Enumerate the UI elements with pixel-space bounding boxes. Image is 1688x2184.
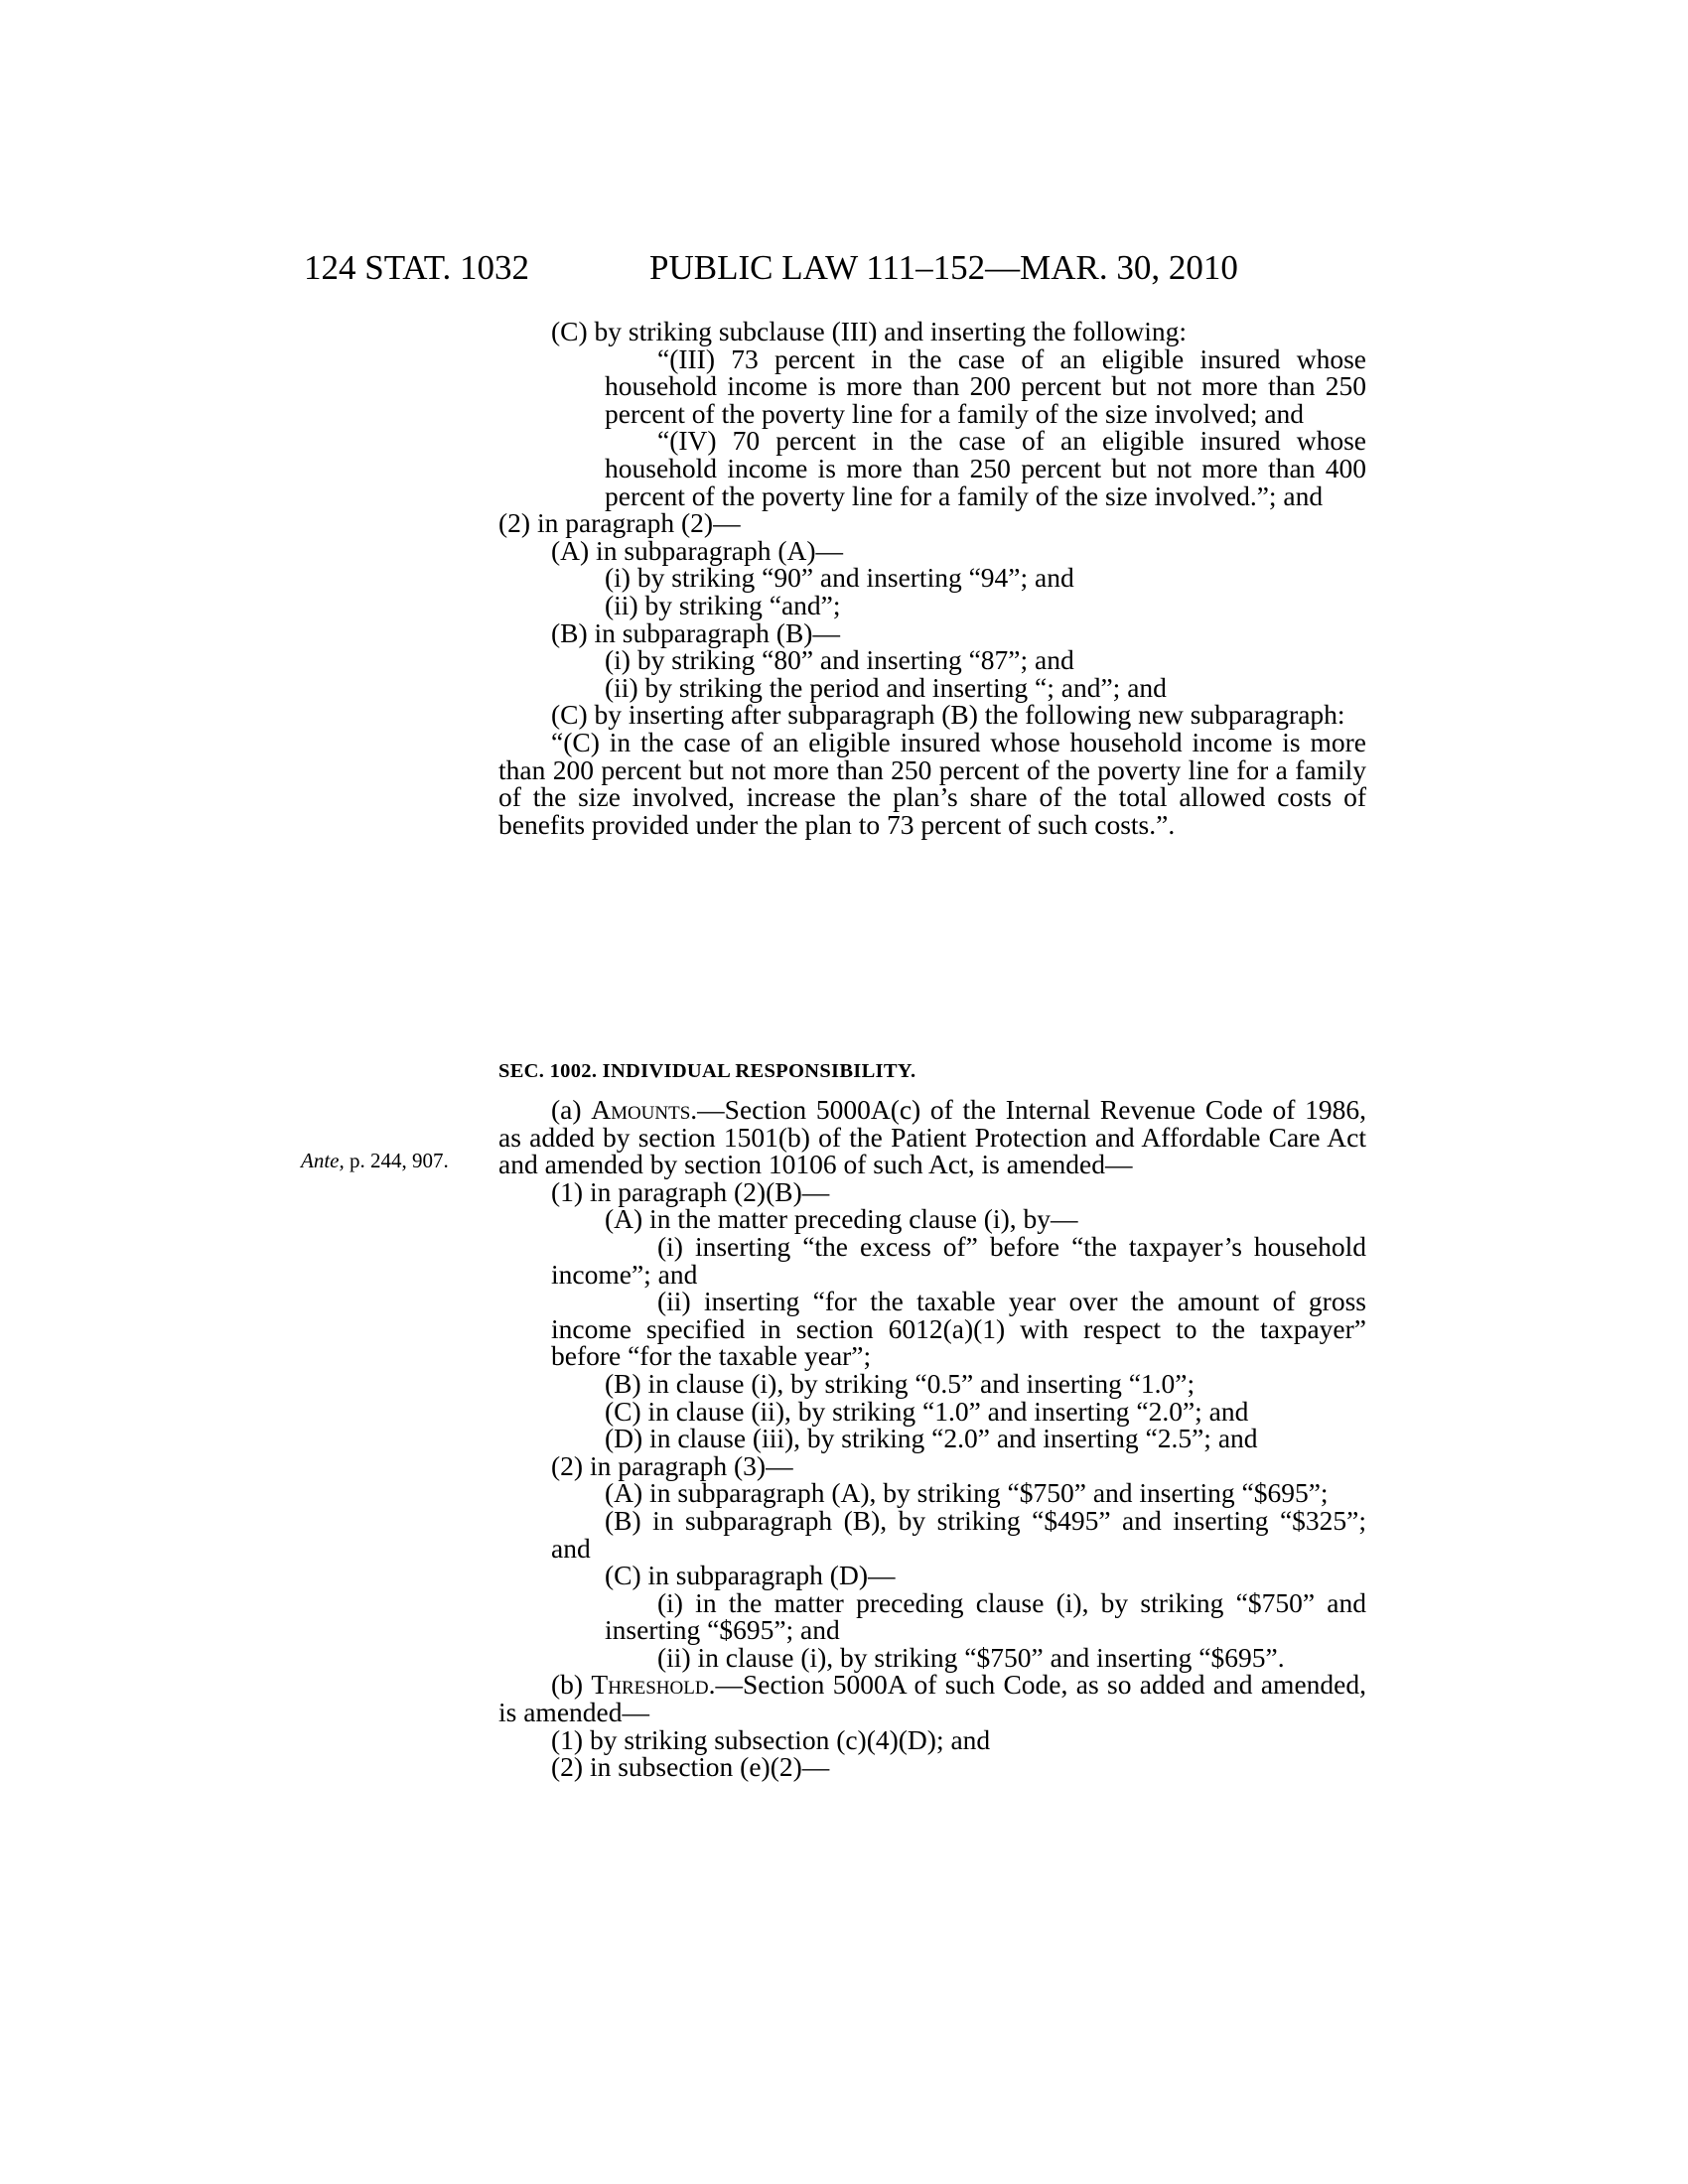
margin-citation-rest: p. 244, 907. — [344, 1149, 449, 1172]
amounts-p1-c: (C) in clause (ii), by striking “1.0” and inserting “2.0”; and — [605, 1395, 1249, 1427]
paragraph-2: (2) in paragraph (2)— — [498, 507, 741, 539]
section-body — [498, 1096, 1366, 1781]
subsection-b-label: (b) — [551, 1669, 592, 1701]
sub-b-i: (i) by striking “80” and inserting “87”; and — [605, 644, 1074, 676]
subsection-a — [498, 1096, 1366, 1178]
subsection-b-text: .—Section 5000A of such Code, as so added and amended, is amended— — [498, 1669, 1366, 1728]
margin-citation-italic: Ante, — [301, 1149, 345, 1172]
sub-a-i: (i) by striking “90” and inserting “94”; and — [605, 562, 1074, 594]
sub-a: (A) in subparagraph (A)— — [551, 534, 844, 566]
sub-c: (C) by inserting after subparagraph (B) the following new subparagraph: — [551, 699, 1345, 731]
sub-a-ii: (ii) by striking “and”; — [605, 589, 841, 620]
section-heading: SEC. 1002. INDIVIDUAL RESPONSIBILITY. — [498, 1060, 916, 1082]
amounts-p2-c-ii: (ii) in clause (i), by striking “$750” and inserting “$695”. — [657, 1641, 1285, 1673]
sub-b-ii: (ii) by striking the period and inserting “; and”; and — [605, 671, 1167, 703]
margin-citation — [301, 1147, 449, 1174]
subsection-a-heading: Amounts — [591, 1094, 691, 1125]
amounts-p1-a-ii: (ii) inserting “for the taxable year over the amount of gross income specified in section 6012(a)(1) with respect to the taxpayer” before “for the taxable year”; — [551, 1286, 1366, 1372]
subsection-b-heading: Threshold — [591, 1669, 709, 1701]
clause-iv: “(IV) 70 percent in the case of an eligible insured whose household income is more than 250 percent but not more than 400 percent of the poverty line for a family of the size involved.”; and — [605, 425, 1366, 511]
amounts-p2: (2) in paragraph (3)— — [551, 1449, 793, 1481]
threshold-2: (2) in subsection (e)(2)— — [551, 1751, 830, 1783]
subsection-b — [498, 1669, 1366, 1728]
amounts-p2-c-i: (i) in the matter preceding clause (i), by striking “$750” and inserting “$695”; and — [605, 1586, 1366, 1646]
subsection-a-label: (a) — [551, 1094, 592, 1125]
amounts-p2-a: (A) in subparagraph (A), by striking “$750” and inserting “$695”; — [605, 1477, 1329, 1509]
sub-b: (B) in subparagraph (B)— — [551, 616, 840, 648]
amounts-p1-a: (A) in the matter preceding clause (i), by— — [605, 1203, 1078, 1235]
page-reference: 124 STAT. 1032 — [304, 248, 529, 287]
amounts-p2-b: (B) in subparagraph (B), by striking “$495” and inserting “$325”; and — [551, 1504, 1366, 1564]
amounts-p1-d: (D) in clause (iii), by striking “2.0” and inserting “2.5”; and — [605, 1423, 1258, 1454]
threshold-1: (1) by striking subsection (c)(4)(D); and — [551, 1723, 991, 1755]
amend-c-strike: (C) by striking subclause (III) and inserting the following: — [551, 316, 1188, 346]
body-column — [498, 318, 1366, 838]
page-title: PUBLIC LAW 111–152—MAR. 30, 2010 — [649, 248, 1238, 287]
amounts-p1-b: (B) in clause (i), by striking “0.5” and inserting “1.0”; — [605, 1367, 1196, 1399]
subsection-a-text: .—Section 5000A(c) of the Internal Revenue Code of 1986, as added by section 1501(b) of the Patient Protection and Affordable Care Act and amended by section 10106 of such Act, is amended— — [498, 1094, 1366, 1180]
amounts-p1: (1) in paragraph (2)(B)— — [551, 1175, 830, 1207]
sub-c-quote: “(C) in the case of an eligible insured whose household income is more than 200 percent but not more than 250 percent of the poverty line for a family of the size involved, increase the plan’s share of the total allowed costs of benefits provided under the plan to 73 percent of such costs.”. — [498, 726, 1366, 840]
amounts-p1-a-i: (i) inserting “the excess of” before “the taxpayer’s household income”; and — [551, 1230, 1366, 1290]
amounts-p2-c: (C) in subparagraph (D)— — [605, 1560, 896, 1591]
clause-iii: “(III) 73 percent in the case of an eligible insured whose household income is more than 200 percent but not more than 250 percent of the poverty line for a family of the size involved; and — [605, 342, 1366, 429]
